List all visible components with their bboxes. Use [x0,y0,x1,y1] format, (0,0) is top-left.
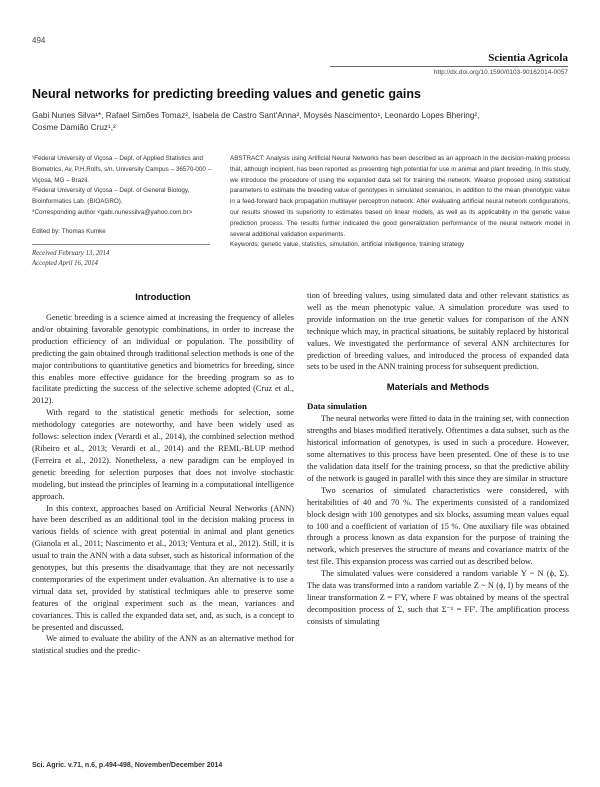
methods-paragraph: Two scenarios of simulated characteristics were considered, with heritabilities of 40 and 70 %. The experiments consisted of a randomized block design with 100 genotypes and six blocks, assuming mean values equal to 100 and a coefficient of variation of 15 %. One auxiliary file was obtained through a process known as data expansion for the purpose of training the network, which preserves the structure of means and covariance matrix of the test file. This expansion process was carried out as described below. [307,485,569,567]
doi-link[interactable]: http://dx.doi.org/10.1590/0103-90162014-0057 [433,69,568,76]
accepted-date: Accepted April 16, 2014 [32,260,98,268]
abstract-text: ABSTRACT: Analysis using Artificial Neural Networks has been described as an approach in the decision-making process that, although incipient, has been reported as presenting high potential for use in animal and plant breeding. In this study, we introduce the procedure of using the expanded data set for training the network. Wealso proposed using statistical parameters to estimate the breeding value of genotypes in simulated scenarios, in addition to the mean phenotypic value in a feed-forward back propagation multilayer perceptron network. After evaluating artificial neural network configurations, our results showed its superiority to estimates based on linear models, as well as its applicability in the genetic value prediction process. The results further indicated the good generalization performance of the neural network model in several additional validation experiments. [230,155,570,238]
header-rule [330,66,568,67]
author-list [32,110,572,134]
affiliation-1: ¹Federal University of Viçosa – Dept. of Applied Statistics and Biometrics, Av. P.H.Rolfs, s/n, University Campus – 36570-000 – Viçosa, MG – Brazil. [32,155,212,184]
footer-citation: Sci. Agric. v.71, n.6, p.494-498, November/December 2014 [32,762,223,769]
left-column [32,292,294,657]
introduction-heading: Introduction [135,292,191,303]
editor: Edited by: Thomas Kumke [32,227,106,235]
intro-paragraph: Genetic breeding is a science aimed at increasing the frequency of alleles and/or obtaining favorable genotypic combinations, in order to increase the production efficiency of an individual or population. The possibility of predicting the gain obtained through traditional selection methods is one of the major contributions to quantitative genetics and biometrics for breeding, since this enables more effective guidance for the breeding program so as to facilitate predicting the success of the selective scheme adopted (Cruz et al., 2012). [32,313,294,406]
methods-heading: Materials and Methods [386,382,490,394]
page-number: 494 [32,36,46,45]
intro-paragraph: We aimed to evaluate the ability of the ANN as an alternative method for statistical studies and the predic- [32,634,294,656]
intro-paragraph: With regard to the statistical genetic methods for selection, some methodology categories are noteworthy, and have been widely used as follows: selection index (Verardi et al., 2014), the combined selection method (Ribeiro et al., 2013; Verardi et al., 2014) and the REML-BLUP method (Ferreira et al., 2012). Nonetheless, a new paradigm can be employed in genetic breeding for selection purposes that does not involve stochastic modeling, but instead the principles of learning in a computational intelligence approach. [32,408,294,501]
keywords: Keywords: genetic value, statistics, simulation, artificial intelligence, training strategy [230,241,465,249]
corresponding-author: *Corresponding author <gabi.nunessilva@yahoo.com.br> [32,208,193,216]
methods-paragraph: The neural networks were fitted to data in the training set, with connection strengths and biases modified iteratively. Oftentimes a data subset, such as the historical information of genotypes, is used in such a procedure. However, some alternatives to this process have been presented. One of these is to use the validation data itself for the training process, so that the predictive ability of the network is gauged in parallel with this since they are similar in structure [307,414,569,483]
right-column [307,290,569,628]
abstract [230,154,570,251]
article-meta [32,154,214,270]
article-title: Neural networks for predicting breeding values and genetic gains [32,87,421,101]
data-simulation-heading: Data simulation [307,401,367,412]
received-date: Received February 13, 2014 [32,249,110,257]
affiliation-2: ²Federal University of Viçosa – Dept. of General Biology, Bioinformatics Lab. (BIOAGRO). [32,187,190,206]
author-line-2: Cosme Damião Cruz¹,² [32,123,116,132]
journal-header [488,52,568,64]
intro-paragraph: In this context, approaches based on Artificial Neural Networks (ANN) have been described as an additional tool in the decision making process in various fields of science with great potential in animal and plant genetics (Gianola et al., 2011; Nascimento et al., 2013; Ventura et al., 2012). Still, it is usual to train the ANN with a data subset, such as historical information of the genotypes, but this presents the disadvantage that they are not necessarily contemporaries of the experiment under evaluation. An alternative is to use a virtual data set, provided by statistical techniques able to preserve some features of the original experiment such as the mean, variances and covariances. This is called the expanded data set, and, as such, is a concept to be presented and discussed. [32,503,294,632]
author-line-1: Gabi Nunes Silva¹*, Rafael Simões Tomaz², Isabela de Castro Sant'Anna², Moysés Nascimento¹, Leonardo Lopes Bhering², [32,111,480,120]
meta-divider [32,244,210,245]
intro-continuation: tion of breeding values, using simulated data and other relevant statistics as well as the mean phenotypic value. A simulation procedure was used to provide information on the true genetic values for comparison of the ANN technique which may, in practical situations, be suitably replaced by historical values. We investigated the performance of several ANN architectures for prediction of breeding values, and introduced the process of expanded data sets to be used in the ANN training process for subsequent prediction. [307,291,569,372]
journal-name: Scientia Agricola [488,52,568,64]
methods-paragraph: The simulated values were considered a random variable Y ~ N (ϕ, Σ). The data was transformed into a random variable Z ~ N (ϕ, I) by means of the linear transformation Z = F'Y, where F was obtained by means of the spectral decomposition process of Σ, such that Σ⁻¹ = FF'. The amplification process consists of simulating [307,569,569,626]
